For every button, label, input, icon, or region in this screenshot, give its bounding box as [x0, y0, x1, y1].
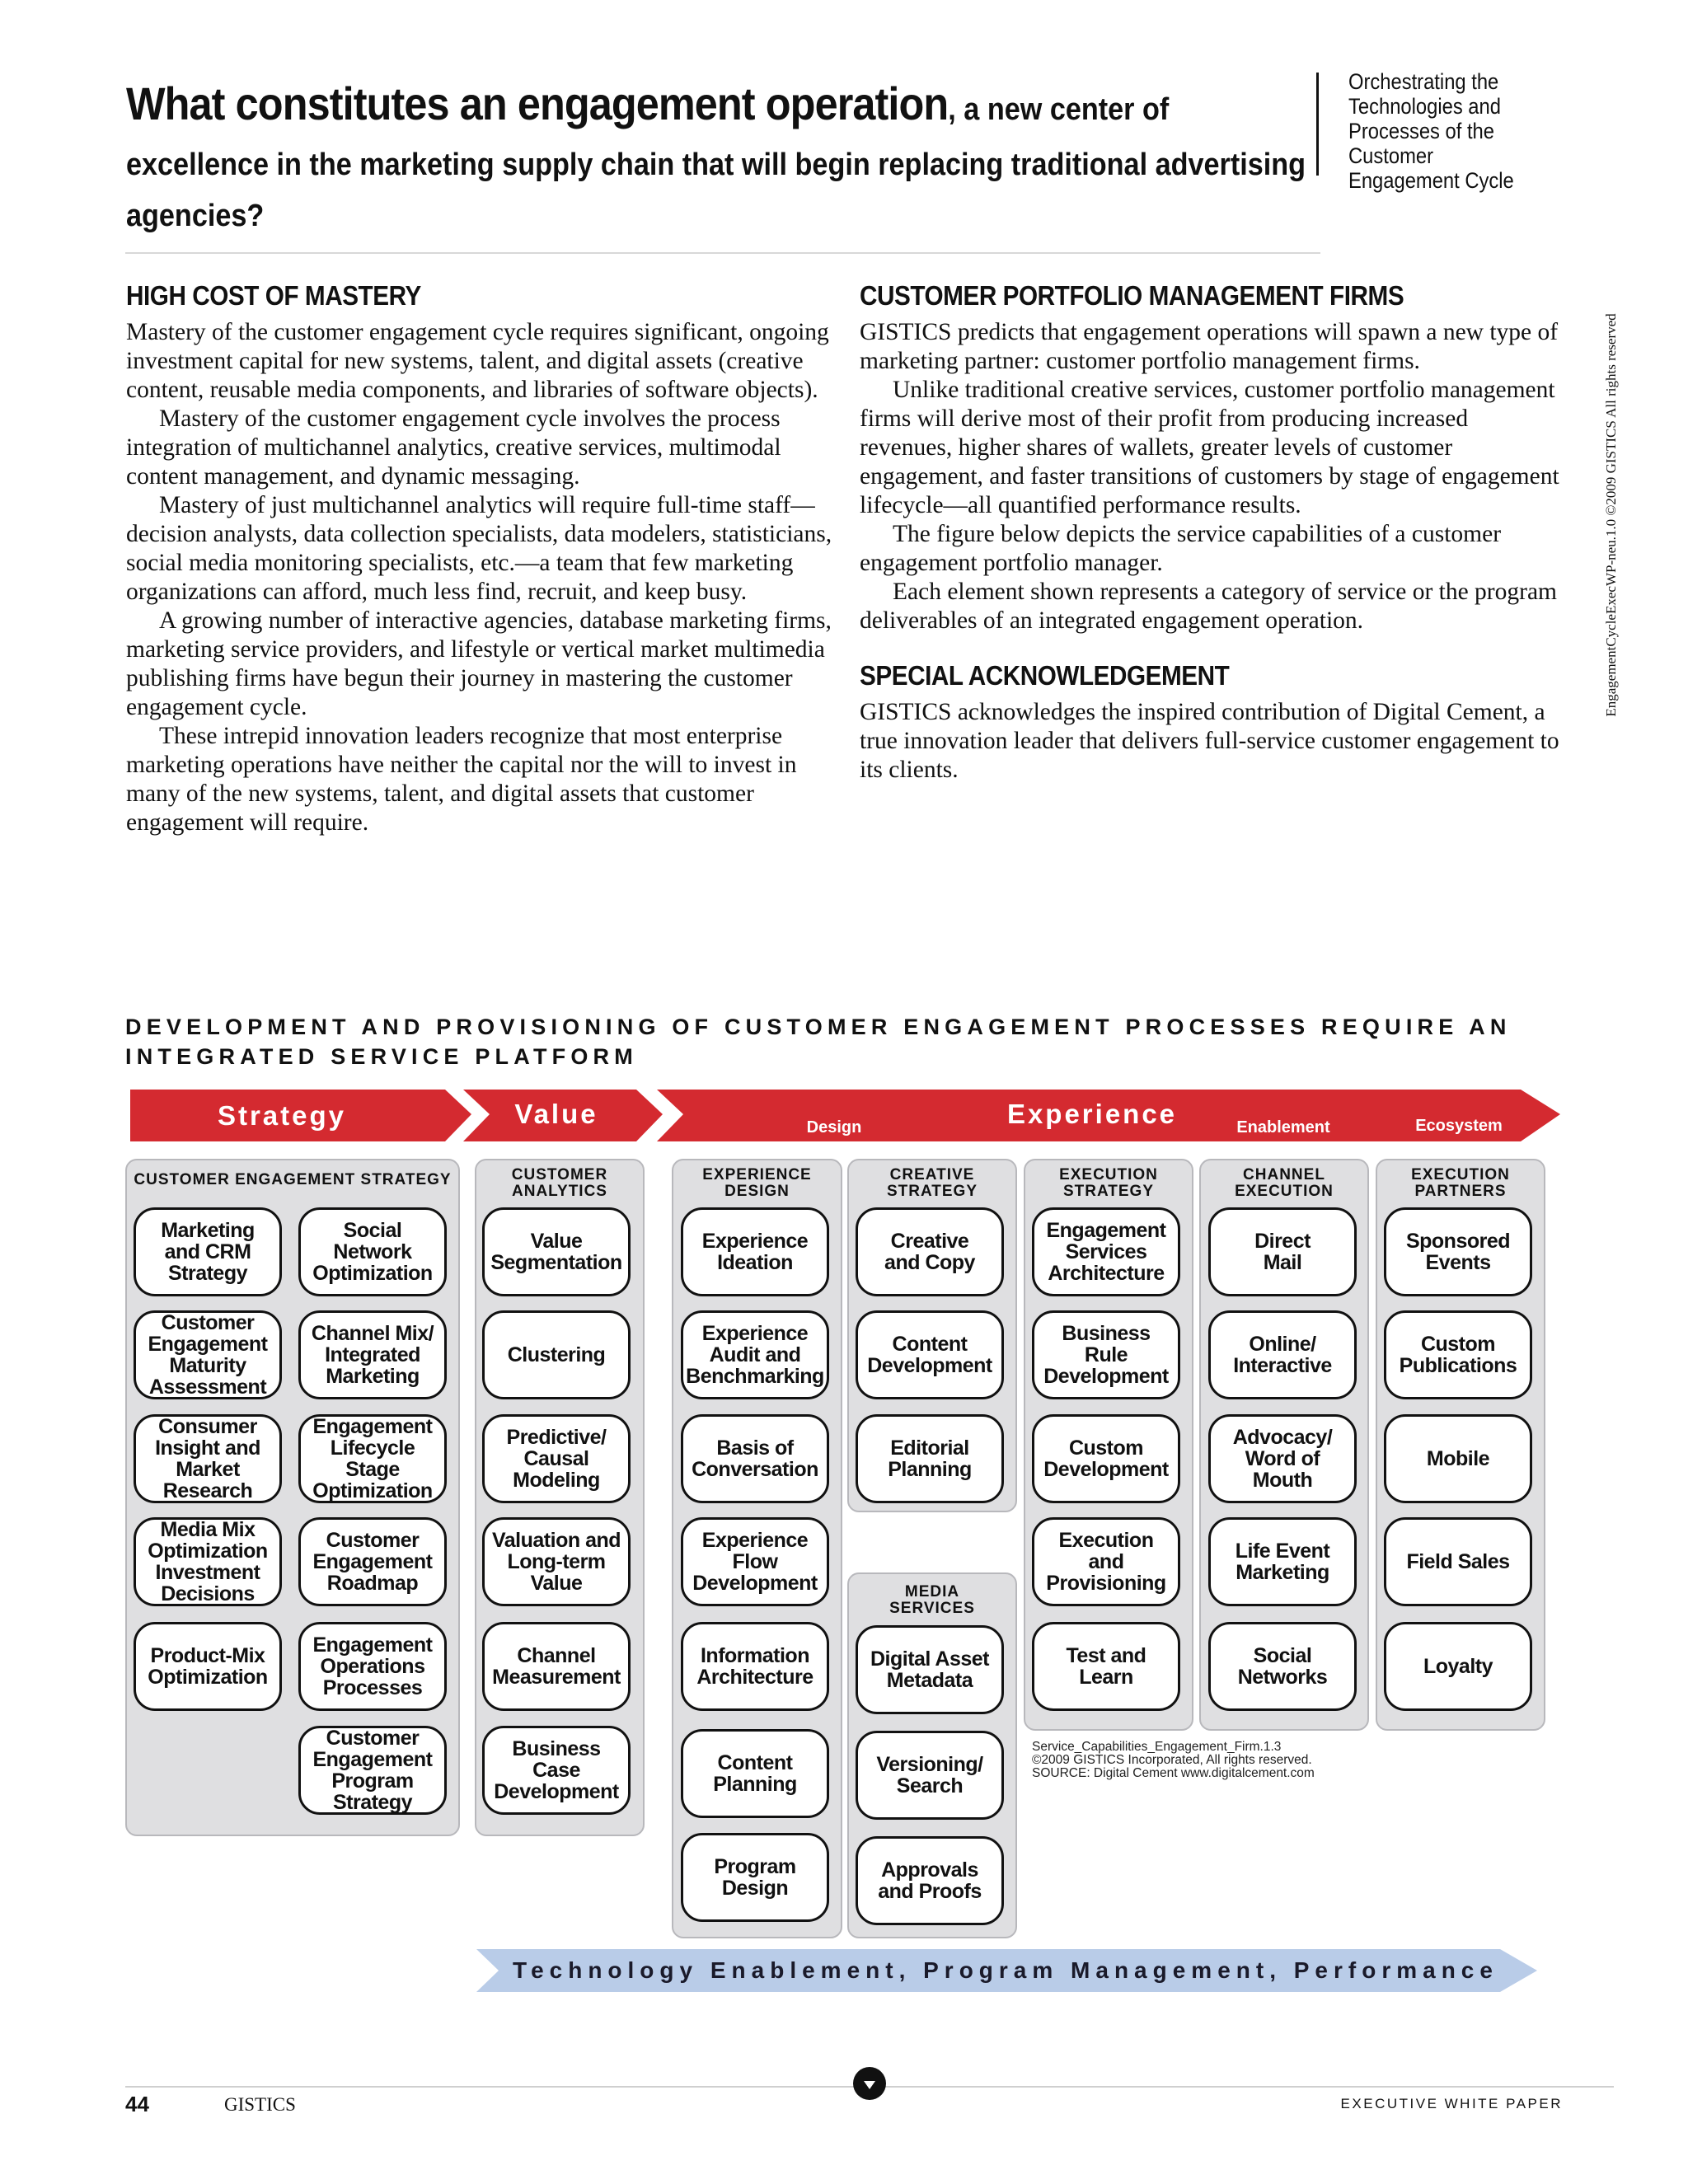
- service-pill: [1208, 1622, 1357, 1711]
- paragraph: Mastery of just multichannel analytics will require full-time staff—decision analysts, data collection specialists, data modelers, statisticians, social media monitoring specialists, etc.—a team that few marketing organizations can afford, much less find, recruit, and keep busy.: [126, 492, 832, 605]
- service-pill: [134, 1517, 282, 1606]
- service-pill: [1384, 1207, 1532, 1296]
- service-pill-label: Information Architecture: [696, 1644, 814, 1689]
- service-pill-label: Valuation and Long-term Value: [491, 1529, 621, 1595]
- service-pill: [134, 1207, 282, 1296]
- service-pill-label: Content Development: [867, 1333, 992, 1377]
- service-pill-label: Mobile: [1426, 1447, 1490, 1470]
- service-pill: [482, 1726, 631, 1815]
- service-pill-label: Editorial Planning: [888, 1436, 972, 1481]
- service-pill: [856, 1625, 1004, 1714]
- service-pill: [681, 1517, 829, 1606]
- service-pill: [1208, 1414, 1357, 1503]
- panel-title: CUSTOMER ANALYTICS: [511, 1166, 608, 1200]
- service-pill: [1032, 1414, 1180, 1503]
- service-pill: [134, 1622, 282, 1711]
- service-pill-label: Channel Measurement: [492, 1644, 621, 1689]
- footer-brand: GISTICS: [224, 2094, 296, 2115]
- figure-title: DEVELOPMENT AND PROVISIONING OF CUSTOMER ENGAGEMENT PROCESSES REQUIRE AN INTEGRATED SERVICE PLATFORM: [125, 1015, 1512, 1069]
- service-pill-label: Social Network Optimization: [312, 1219, 433, 1285]
- panel-title: CHANNEL EXECUTION: [1235, 1166, 1334, 1200]
- service-pill-label: Consumer Insight and Market Research: [155, 1415, 260, 1502]
- service-pill: [298, 1207, 447, 1296]
- service-pill: [298, 1414, 447, 1503]
- paragraph: GISTICS acknowledges the inspired contribution of Digital Cement, a true innovation leader that delivers full-service customer engagement to its clients.: [860, 699, 1559, 783]
- paragraph: Unlike traditional creative services, customer portfolio management firms will derive most of their profit from producing increased revenues, higher shares of wallets, greater levels of customer engagement, and faster transitions of customers by stage of engagement lifecycle—all quantified performance results.: [860, 377, 1559, 518]
- service-pill-label: Creative and Copy: [884, 1230, 975, 1274]
- paragraph: A growing number of interactive agencies, database marketing firms, marketing service providers, and lifestyle or vertical market multimedia publishing firms have begun their journey in mastering the customer engagement cycle.: [126, 607, 832, 720]
- service-pill-label: Social Networks: [1237, 1644, 1328, 1689]
- section-heading: CUSTOMER PORTFOLIO MANAGEMENT FIRMS: [860, 280, 1404, 311]
- service-pill-label: Customer Engagement Maturity Assessment: [148, 1311, 268, 1399]
- figure-credit: Service_Capabilities_Engagement_Firm.1.3 ©2009 GISTICS Incorporated, All rights reserved. SOURCE: Digital Cement www.digitalcement.com: [1032, 1740, 1315, 1780]
- service-pill: [134, 1310, 282, 1399]
- paragraph: Mastery of the customer engagement cycle requires significant, ongoing investment capital for new systems, talent, and digital assets (creative content, reusable media components, and libraries of software objects).: [126, 319, 829, 403]
- service-pill-label: Custom Publications: [1399, 1333, 1517, 1377]
- ecosystem-arrow-label: Ecosystem: [1415, 1117, 1503, 1135]
- service-pill: [856, 1836, 1004, 1925]
- paragraph: GISTICS predicts that engagement operations will spawn a new type of marketing partner: customer portfolio management firms.: [860, 319, 1559, 374]
- service-pill: [1208, 1517, 1357, 1606]
- service-pill: [298, 1517, 447, 1606]
- panel-title: EXPERIENCE DESIGN: [702, 1166, 812, 1200]
- service-pill-label: Business Rule Development: [1043, 1322, 1169, 1388]
- service-pill: [856, 1414, 1004, 1503]
- copyright-vertical-text: EngagementCycleExecWP-neu.1.0 ©2009 GISTICS All rights reserved: [1603, 313, 1619, 717]
- service-pill: [1032, 1517, 1180, 1606]
- title-bold: What constitutes an engagement operation: [126, 77, 949, 129]
- service-pill-label: Sponsored Events: [1405, 1230, 1511, 1274]
- page-number: 44: [125, 2092, 149, 2116]
- value-arrow-label: Value: [514, 1099, 598, 1129]
- title-line-3: agencies?: [126, 199, 265, 233]
- paragraph: These intrepid innovation leaders recognize that most enterprise marketing operations have neither the capital nor the will to invest in many of the new systems, talent, and digital assets that customer engagement will require.: [126, 723, 797, 836]
- service-pill-label: Predictive/ Causal Modeling: [506, 1426, 607, 1492]
- series-title: Orchestrating the Technologies and Processes of the Customer Engagement Cycle: [1348, 69, 1514, 193]
- service-pill-label: Marketing and CRM Strategy: [161, 1219, 255, 1285]
- panel-title: EXECUTION PARTNERS: [1411, 1166, 1510, 1200]
- service-pill: [482, 1207, 631, 1296]
- service-pill-label: Experience Flow Development: [692, 1529, 818, 1595]
- design-arrow-label: Design: [806, 1118, 862, 1137]
- down-arrow-badge-icon: [853, 2067, 886, 2100]
- service-pill: [298, 1310, 447, 1399]
- service-pill-label: Custom Development: [1043, 1436, 1169, 1481]
- section-heading: SPECIAL ACKNOWLEDGEMENT: [860, 660, 1230, 691]
- service-pill: [681, 1729, 829, 1818]
- service-pill-label: Life Event Marketing: [1235, 1540, 1330, 1584]
- service-pill: [1384, 1517, 1532, 1606]
- service-pill: [1384, 1622, 1532, 1711]
- title-tail: , a new center of: [948, 92, 1170, 127]
- service-pill: [1208, 1207, 1357, 1296]
- service-pill: [1032, 1207, 1180, 1296]
- service-pill-label: Field Sales: [1406, 1550, 1510, 1573]
- paragraph: The figure below depicts the service capabilities of a customer engagement portfolio manager.: [860, 521, 1502, 576]
- service-pill-label: Product-Mix Optimization: [148, 1644, 268, 1689]
- service-pill: [856, 1310, 1004, 1399]
- service-pill: [681, 1207, 829, 1296]
- service-pill: [1208, 1310, 1357, 1399]
- service-pill-label: Media Mix Optimization Investment Decisions: [148, 1518, 268, 1605]
- service-pill-label: Online/ Interactive: [1233, 1333, 1332, 1377]
- service-pill: [856, 1207, 1004, 1296]
- paragraph: Each element shown represents a category of service or the program deliverables of an integrated engagement operation.: [860, 579, 1557, 634]
- service-pill-label: Digital Asset Metadata: [870, 1647, 989, 1692]
- service-pill: [856, 1731, 1004, 1820]
- service-pill: [298, 1622, 447, 1711]
- service-pill: [298, 1726, 447, 1815]
- service-pill-label: Value Segmentation: [490, 1230, 622, 1274]
- service-pill: [681, 1310, 829, 1399]
- service-pill: [681, 1833, 829, 1922]
- service-pill-label: Engagement Lifecycle Stage Optimization: [312, 1415, 433, 1502]
- service-pill-label: Advocacy/ Word of Mouth: [1232, 1426, 1333, 1492]
- service-pill-label: Experience Audit and Benchmarking: [686, 1322, 824, 1388]
- service-pill: [482, 1622, 631, 1711]
- service-pill: [482, 1414, 631, 1503]
- experience-arrow-label: Experience: [1006, 1099, 1178, 1129]
- service-pill: [1384, 1414, 1532, 1503]
- service-pill: [482, 1310, 631, 1399]
- service-pill-label: Engagement Operations Processes: [312, 1633, 433, 1699]
- service-pill-label: Experience Ideation: [701, 1230, 809, 1274]
- service-pill-label: Content Planning: [713, 1751, 797, 1796]
- panel-title: EXECUTION STRATEGY: [1059, 1166, 1158, 1200]
- service-pill-label: Engagement Services Architecture: [1046, 1219, 1166, 1285]
- service-pill: [482, 1517, 631, 1606]
- strategy-arrow-label: Strategy: [217, 1100, 347, 1131]
- service-pill-label: Channel Mix/ Integrated Marketing: [311, 1322, 434, 1388]
- bottom-banner-label: Technology Enablement, Program Management, Performance: [513, 1957, 1498, 1983]
- service-pill: [134, 1414, 282, 1503]
- service-pill-label: Customer Engagement Roadmap: [312, 1529, 433, 1595]
- service-pill-label: Business Case Development: [494, 1737, 619, 1803]
- service-pill-label: Clustering: [507, 1343, 606, 1366]
- service-pill-label: Program Design: [714, 1855, 796, 1900]
- service-pill: [1384, 1310, 1532, 1399]
- panel-title: CREATIVE STRATEGY: [886, 1166, 978, 1200]
- service-pill: [1032, 1310, 1180, 1399]
- panel-title: MEDIA SERVICES: [889, 1583, 975, 1617]
- service-pill-label: Loyalty: [1423, 1655, 1493, 1678]
- paragraph: Mastery of the customer engagement cycle involves the process integration of multichannel analytics, creative services, multimodal content management, and dynamic messaging.: [126, 405, 781, 490]
- service-pill: [681, 1622, 829, 1711]
- section-heading: HIGH COST OF MASTERY: [126, 280, 421, 311]
- service-pill: [681, 1414, 829, 1503]
- enablement-arrow-label: Enablement: [1236, 1118, 1330, 1137]
- title-line-2: excellence in the marketing supply chain that will begin replacing traditional advertising: [126, 148, 1306, 182]
- service-pill-label: Versioning/ Search: [876, 1753, 983, 1797]
- service-pill-label: Test and Learn: [1066, 1644, 1146, 1689]
- footer-label: EXECUTIVE WHITE PAPER: [1340, 2096, 1563, 2111]
- service-pill-label: Execution and Provisioning: [1046, 1529, 1166, 1595]
- service-pill: [1032, 1622, 1180, 1711]
- service-pill-label: Basis of Conversation: [692, 1436, 818, 1481]
- panel-title: CUSTOMER ENGAGEMENT STRATEGY: [134, 1171, 452, 1188]
- service-pill-label: Approvals and Proofs: [878, 1858, 982, 1903]
- service-pill-label: Customer Engagement Program Strategy: [312, 1727, 433, 1814]
- service-pill-label: Direct Mail: [1254, 1230, 1311, 1274]
